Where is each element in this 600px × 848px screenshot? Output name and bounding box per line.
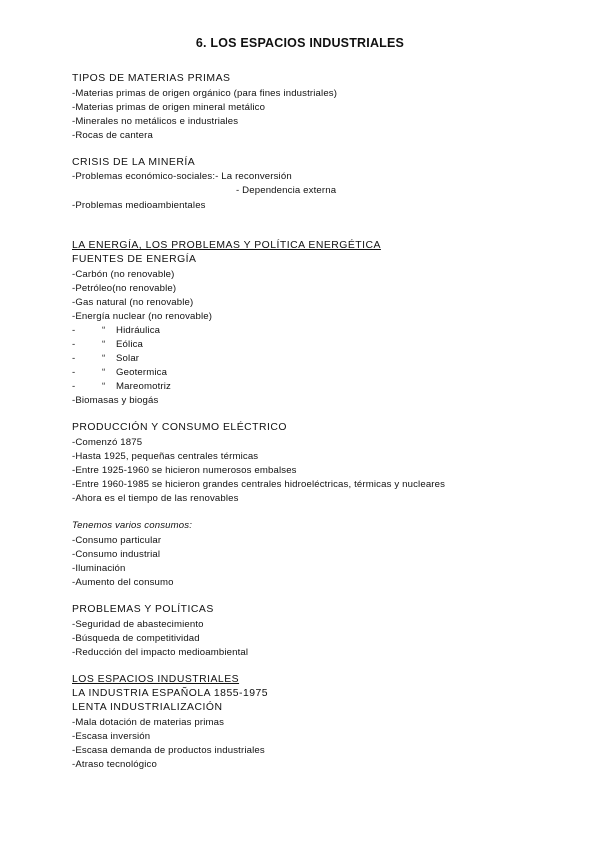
list-item: -Escasa inversión [72, 731, 151, 742]
list-item: -Comenzó 1875 [72, 437, 143, 448]
list-item: -Hasta 1925, pequeñas centrales térmicas [72, 451, 259, 462]
list-item: -Escasa demanda de productos industriales [72, 745, 265, 756]
section-heading-espacios: LOS ESPACIOS INDUSTRIALES [72, 674, 240, 685]
list-item: -Ahora es el tiempo de las renovables [72, 493, 239, 504]
section-heading-produccion: PRODUCCIÓN Y CONSUMO ELÉCTRICO [72, 422, 287, 433]
renewable-label: Mareomotriz [116, 381, 171, 392]
list-item: -Entre 1960-1985 se hicieron grandes centrales hidroeléctricas, térmicas y nucleares [72, 479, 446, 490]
list-item: -Gas natural (no renovable) [72, 297, 194, 308]
section-heading-materias: TIPOS DE MATERIAS PRIMAS [72, 73, 231, 84]
dash: - [72, 325, 76, 336]
renewable-item [72, 353, 272, 365]
list-item: -Búsqueda de competitividad [72, 633, 200, 644]
list-item: -Seguridad de abastecimiento [72, 619, 204, 630]
renewable-label: Hidráulica [116, 325, 161, 336]
list-item: -Aumento del consumo [72, 577, 174, 588]
dash: - [72, 353, 76, 364]
dash: - [72, 339, 76, 350]
crisis-problem-label: -Problemas económico-sociales: [72, 171, 216, 182]
renewable-label: Geotermica [116, 367, 168, 378]
list-item: -Atraso tecnológico [72, 759, 157, 770]
ditto-mark: “ [102, 339, 106, 350]
list-item: -Petróleo(no renovable) [72, 283, 177, 294]
crisis-subitem: - La reconversión [215, 171, 292, 182]
page-title: 6. LOS ESPACIOS INDUSTRIALES [195, 36, 405, 50]
list-item: -Energía nuclear (no renovable) [72, 311, 213, 322]
crisis-subitem: - Dependencia externa [236, 185, 337, 196]
renewable-label: Solar [116, 353, 140, 364]
section-heading-consumos: Tenemos varios consumos: [72, 520, 193, 531]
list-item: -Minerales no metálicos e industriales [72, 116, 239, 127]
dash: - [72, 367, 76, 378]
renewable-item [72, 325, 272, 337]
section-heading-energia: LA ENERGÍA, LOS PROBLEMAS Y POLÍTICA ENERGÉTICA [72, 240, 381, 251]
subheading-lenta: LENTA INDUSTRIALIZACIÓN [72, 702, 223, 713]
renewable-label: Eólica [116, 339, 144, 350]
renewable-item [72, 367, 272, 379]
list-item: -Consumo particular [72, 535, 162, 546]
list-item: -Iluminación [72, 563, 126, 574]
list-item: -Entre 1925-1960 se hicieron numerosos embalses [72, 465, 297, 476]
ditto-mark: “ [102, 353, 106, 364]
subheading-fuentes: FUENTES DE ENERGÍA [72, 254, 197, 265]
ditto-mark: “ [102, 325, 106, 336]
ditto-mark: “ [102, 367, 106, 378]
dash: - [72, 381, 76, 392]
subheading-industria: LA INDUSTRIA ESPAÑOLA 1855-1975 [72, 688, 269, 699]
list-item: -Consumo industrial [72, 549, 161, 560]
section-heading-problemas: PROBLEMAS Y POLÍTICAS [72, 604, 214, 615]
list-item: -Problemas medioambientales [72, 200, 206, 211]
list-item: -Mala dotación de materias primas [72, 717, 225, 728]
section-heading-crisis: CRISIS DE LA MINERÍA [72, 157, 196, 168]
renewable-item [72, 381, 272, 393]
ditto-mark: “ [102, 381, 106, 392]
list-item: -Materias primas de origen mineral metálico [72, 102, 266, 113]
list-item [72, 171, 292, 183]
list-item: -Carbón (no renovable) [72, 269, 175, 280]
list-item: -Materias primas de origen orgánico (para fines industriales) [72, 88, 338, 99]
list-item: -Rocas de cantera [72, 130, 153, 141]
renewable-item [72, 339, 272, 351]
list-item: -Reducción del impacto medioambiental [72, 647, 249, 658]
list-item: -Biomasas y biogás [72, 395, 159, 406]
